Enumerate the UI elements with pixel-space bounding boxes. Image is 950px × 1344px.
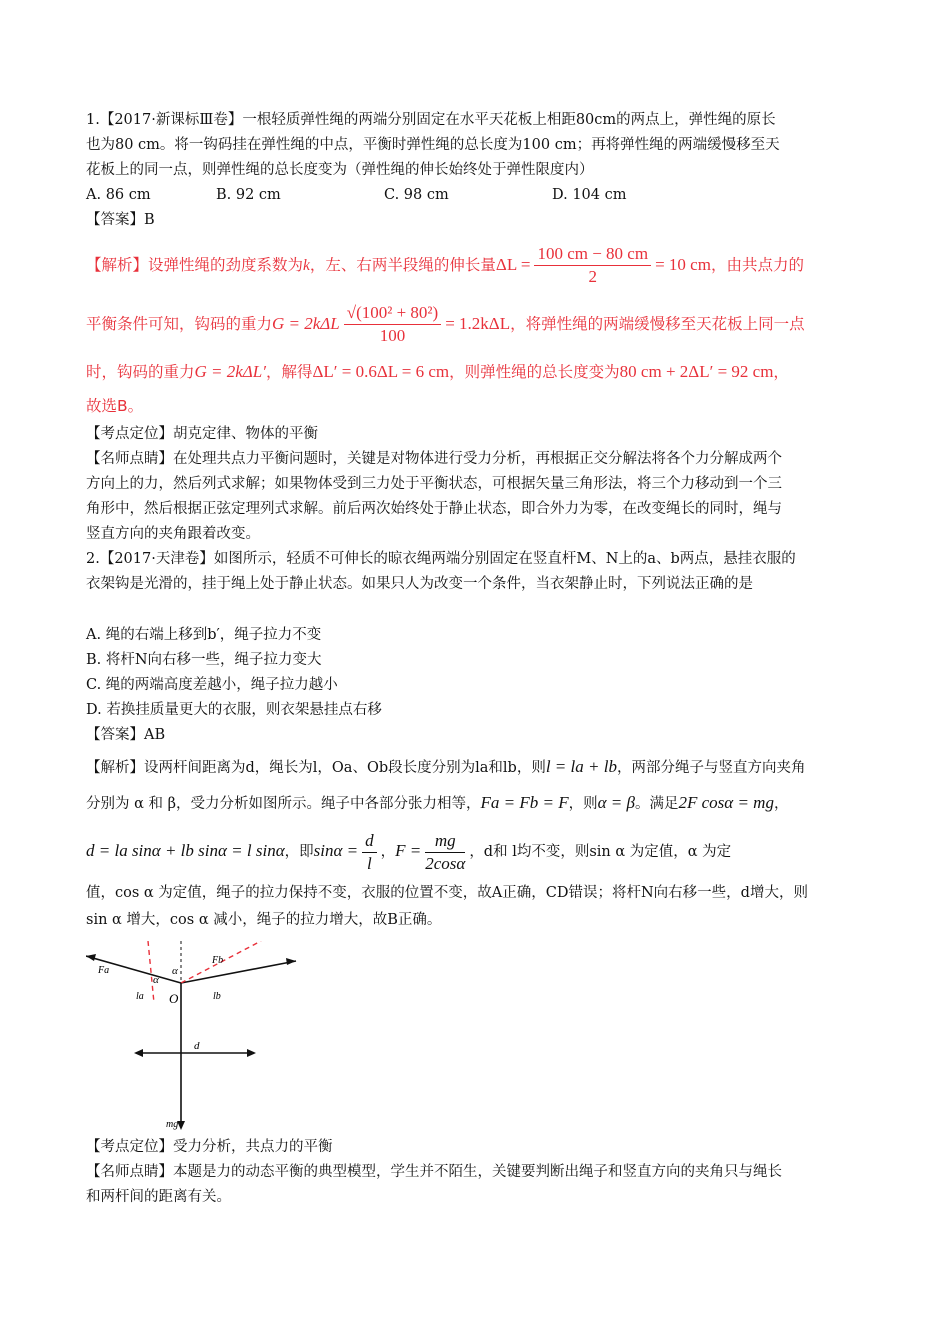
q2-stem-line-2: 衣架钩是光滑的，挂于绳上处于静止状态。如果只人为改变一个条件，当衣架静止时，下列说法正确的是 [86, 576, 753, 592]
label-alpha-right: α [172, 965, 178, 977]
label-d: d [194, 1040, 200, 1052]
q1-mingshi-line-2: 方向上的力，然后列式求解；如果物体受到三力处于平衡状态，可根据矢量三角形法，将三个力移动到一个三 [86, 476, 782, 492]
q1-analysis-line-4: 故选B。 [86, 397, 144, 415]
q2-option-a: A. 绳的右端上移到b′，绳子拉力不变 [86, 627, 322, 643]
q2-analysis [86, 752, 876, 933]
q2-answer: 【答案】AB [86, 727, 166, 743]
q1-analysis-line-1: 【解析】设弹性绳的劲度系数为k，左、右两半段绳的伸长量ΔL = $\frac{100 cm - 80 cm}{2}$ = 10 cm，由共点力的 [86, 244, 804, 286]
document-page [86, 108, 876, 1210]
q2-mingshi-line-2: 和两杆间的距离有关。 [86, 1189, 231, 1205]
q2-option-d: D. 若换挂质量更大的衣服，则衣架悬挂点右移 [86, 702, 382, 718]
q1-mingshi-line-4: 竖直方向的夹角跟着改变。 [86, 526, 260, 542]
q2-option-b: B. 将杆N向右移一些，绳子拉力变大 [86, 652, 322, 668]
label-o: O [169, 991, 179, 1006]
arrow-fb-head [286, 958, 296, 965]
q1-stem-line-2: 也为80 cm。将一钩码挂在弹性绳的中点，平衡时弹性绳的总长度为100 cm；再将弹性绳的两端缓慢移至天 [86, 137, 780, 153]
q2-stem-line-1: 2.【2017·天津卷】如图所示，轻质不可伸长的晾衣绳两端分别固定在竖直杆M、N上的a、b两点，悬挂衣服的 [86, 551, 796, 567]
q1-options [86, 183, 876, 208]
q1-analysis-line-2: 平衡条件可知，钩码的重力G = 2kΔL $\frac{\text{√(100² + 80²)}}{100}$ = 1.2kΔL，将弹性绳的两端缓慢移至天花板上同一点 [86, 303, 805, 345]
label-lb: lb [213, 991, 221, 1002]
q1-answer: 【答案】B [86, 212, 155, 228]
q1-stem-line-3: 花板上的同一点，则弹性绳的总长度变为（弹性绳的伸长始终处于弹性限度内） [86, 162, 594, 178]
q2-analysis-line-5: sin α 增大，cos α 减小，绳子的拉力增大，故B正确。 [86, 912, 442, 928]
q2-option-c: C. 绳的两端高度差越小，绳子拉力越小 [86, 677, 338, 693]
q1-analysis-line-3: 时，钩码的重力G = 2kΔL′，解得ΔL′ = 0.6ΔL = 6 cm，则弹性绳的总长度变为80 cm + 2ΔL′ = 92 cm， [86, 362, 789, 381]
q1-option-d: D. 104 cm [552, 187, 627, 203]
q2-analysis-line-1: 【解析】设两杆间距离为d，绳长为l，Oa、Ob段长度分别为la和lb，则l = la + lb，两部分绳子与竖直方向夹角 [86, 757, 806, 776]
label-la: la [136, 991, 144, 1002]
red-dashed-left [148, 941, 154, 1003]
q2-analysis-line-2: 分别为 α 和 β，受力分析如图所示。绳子中各部分张力相等，Fa = Fb = F，则α = β。满足2F cosα = mg， [86, 793, 789, 812]
q1-analysis [86, 239, 876, 422]
q1-stem-line-1: 1.【2017·新课标Ⅲ卷】一根轻质弹性绳的两端分别固定在水平天花板上相距80cm的两点上，弹性绳的原长 [86, 112, 776, 128]
q2-fraction-1: $\frac{d}{l}$ [362, 830, 377, 875]
q2-mingshi-line-1: 【名师点睛】本题是力的动态平衡的典型模型，学生并不陌生，关键要判断出绳子和竖直方向的夹角只与绳长 [86, 1164, 782, 1180]
q1-mingshi-line-3: 角形中，然后根据正弦定理列式求解。前后两次始终处于静止状态，即合外力为零，在改变绳长的同时，绳与 [86, 501, 782, 517]
q1-option-c: C. 98 cm [384, 187, 449, 203]
force-diagram-svg [86, 941, 316, 1131]
arrow-fa-head [86, 954, 96, 961]
q1-fraction-1: $\frac{100 cm - 80 cm}{2}$ [534, 243, 651, 288]
d-arrow-right [247, 1049, 256, 1057]
q1-option-a: A. 86 cm [86, 187, 151, 203]
rope-right [181, 961, 296, 983]
label-alpha-left: α [153, 974, 159, 986]
q1-option-b: B. 92 cm [216, 187, 281, 203]
label-fb: Fb [212, 955, 224, 966]
d-arrow-left [134, 1049, 143, 1057]
q1-fraction-2: $\frac{\text{√(100² + 80²)}}{100}$ [344, 302, 441, 347]
q2-kaodian: 【考点定位】受力分析，共点力的平衡 [86, 1139, 333, 1155]
q2-analysis-line-4: 值，cos α 为定值，绳子的拉力保持不变，衣服的位置不变，故A正确，CD错误；将杆N向右移一些，d增大，则 [86, 885, 808, 901]
label-fa: Fa [98, 965, 110, 976]
q1-mingshi-line-1: 【名师点睛】在处理共点力平衡问题时，关键是对物体进行受力分析，再根据正交分解法将各个力分解成两个 [86, 451, 782, 467]
q1-kaodian: 【考点定位】胡克定律、物体的平衡 [86, 426, 318, 442]
force-diagram [86, 941, 876, 1135]
q2-analysis-line-3: d = la sinα + lb sinα = l sinα，即sinα = $\frac{d}{l}$ ，F = $\frac{mg}{2\cos\alpha}$ ，d和 l均不变，则sin α 为定值，α 为定 [86, 830, 732, 873]
q2-fraction-2: $\frac{mg}{2\cos\alpha}$ [425, 830, 466, 873]
label-mg: mg [166, 1119, 179, 1130]
